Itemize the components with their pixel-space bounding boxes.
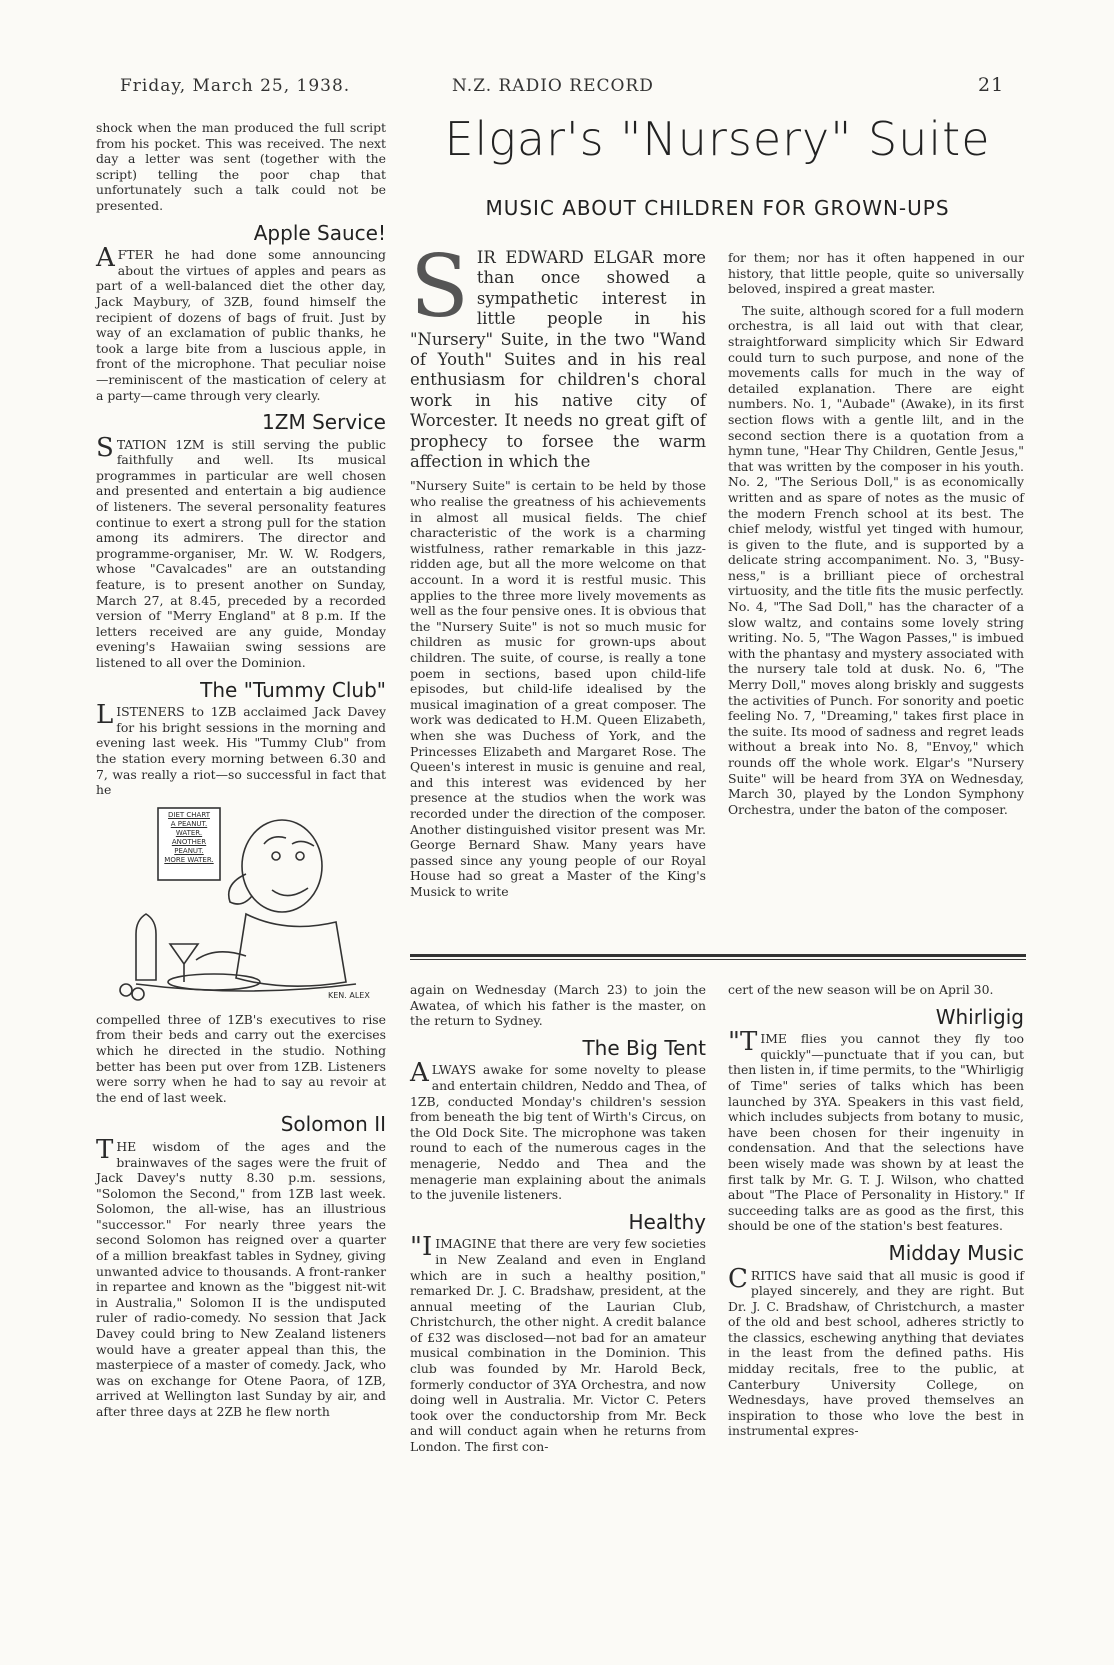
healthy-heading: Healthy [628,1209,706,1234]
right-lower-column [728,982,1024,1445]
middle-lower-column [410,982,706,1461]
feature-title: Elgar's "Nursery" Suite [444,112,991,166]
left-intro-paragraph: shock when the man produced the full script from his pocket. This was received. The next day a letter was sent (together with the script) telling the poor chap that unfortunately such a talk could not be presented. [96,120,386,213]
tummy-club-continued: compelled three of 1ZB's executives to rise from their beds and carry out the exercises which he directed in the studio. Nothing better has been put over from 1ZB. Listeners were sorry when he had to say au revoir at the end of last week. [96,1011,386,1105]
zm-drop-cap: S [96,432,114,463]
big-tent-heading: The Big Tent [582,1035,706,1060]
big-tent-text: LWAYS awake for some novelty to please and entertain children, Neddo and Thea, of 1ZB, conducted Monday's children's session from beneath the big tent of Wirth's Circus, on the Old Dock Site. The microphone was taken round to each of the numerous cages in the menagerie, Neddo and Thea and the menagerie man explaining about the animals to the juvenile listeners. [410,1062,706,1203]
solomon-drop-cap: T [96,1134,114,1165]
feature-body-2a: for them; nor has it often happened in our history, that little people, quite so universally beloved, inspired a great master. [728,250,1024,297]
apple-sauce-text: FTER he had done some announcing about the virtues of apples and pears as part of a well-balanced diet the other day, Jack Maybury, of 3ZB, found himself the recipient of dozens of bags of fruit. Just by way of an exclamation of public thanks, he took a large bite from a luscious apple, in front of the microphone. That peculiar noise—reminiscent of the mastication of celery at a party—came through very clearly. [96,247,386,403]
solomon-text: HE wisdom of the ages and the brainwaves of the sages were the fruit of Jack Davey's nutty 8.30 p.m. sessions, "Solomon the Second," from 1ZB last week. Solomon, the all-wise, has an illustrious "successor." For nearly three years the second Solomon has reigned over a quarter of a million breakfast tables in Sydney, giving unwanted advice to thousands. A front-ranker in repartee and known as the "biggest nit-wit in Australia," Solomon II is the undisputed ruler of radio-comedy. No session that Jack Davey could bring to New Zealand listeners would have a greater appeal than this, the masterpiece of a master of comedy. Jack, who was on exchange for Otene Paora, of 1ZB, arrived at Wellington last Sunday by air, and after three days at 2ZB he flew north [96,1138,386,1419]
feature-column-1 [410,237,706,906]
feature-body-2b: The suite, although scored for a full modern orchestra, is all laid out with that clear, straightforward simplicity which Sir Edward could turn to such purpose, and none of the movements calls for much in the way of detailed explanation. There are eight numbers. No. 1, "Aubade" (Awake), in its first section flows with a gentle lilt, and in the second section there is a quotation from a hymn tune, "Hear Thy Children, Gentle Jesus," that was written by the composer in his youth. No. 2, "The Serious Doll," is as economically written and as spare of notes as the music of the modern French school at its best. The chief melody, wistful yet tinged with humour, is given to the flute, and is supported by a delicate string accompaniment. No. 3, "Busy-ness," is a brilliant piece of orchestral virtuosity, and the title fits the music perfectly. No. 4, "The Sad Doll," has the character of a slow waltz, and contains some lovely string writing. No. 5, "The Wagon Passes," is imbued with the phantasy and mystery associated with the nursery tale told at dusk. No. 6, "The Merry Doll," moves along briskly and suggests the activities of Punch. For sonority and poetic feeling No. 7, "Dreaming," takes first place in the suite. Its mood of sadness and regret leads without a break into No. 8, "Envoy," which rounds off the whole work. Elgar's "Nursery Suite" will be heard from 3YA on Wednesday, March 30, played by the London Symphony Orchestra, under the baton of the composer. [728,302,1024,817]
solomon-heading: Solomon II [280,1112,386,1137]
diet-chart-line: MORE WATER. [164,855,214,864]
feature-body-1: "Nursery Suite" is certain to be held by those who realise the greatness of his achievements in almost all musical fields. The chief characteristic of the work is a charming wistfulness, rather remarkable in this jazz-ridden age, but all the more welcome on that account. In a word it is restful music. This applies to the three more lively movements as well as the four pensive ones. It is obvious that the "Nursery Suite" is not so much music for children as music for grown-ups about children. The suite, of course, is really a tone poem in sections, based upon child-life episodes, but child-life idealised by the musical imagination of a great composer. The work was dedicated to H.M. Queen Elizabeth, when she was Duchess of York, and the Princesses Elizabeth and Margaret Rose. The Queen's interest in music is genuine and real, and this interest was evidenced by her presence at the studios when the work was recorded under the direction of the composer. Another distinguished visitor present was Mr. George Bernard Shaw. Many years have passed since any young people of our Royal House had so great a Master of the King's Musick to write [410,478,706,899]
feature-divider [410,954,1026,957]
diet-chart-line: PEANUT. [174,846,204,855]
cartoon-drawing [96,804,386,1004]
midday-music-text: RITICS have said that all music is good if played sincerely, and they are right. But Dr. J. C. Bradshaw, of Christchurch, a master of the old and best school, adheres strictly to the classics, eschewing anything that deviates in the least from the defined paths. His midday recitals, free to the public, at Canterbury University College, on Wednesdays, have proved themselves an inspiration to those who love the best in instrumental expres- [728,1267,1024,1439]
apple-sauce-heading: Apple Sauce! [253,220,386,245]
page-number: 21 [978,74,1005,96]
tummy-drop-cap: L [96,700,114,731]
healthy-drop-cap: "I [410,1232,433,1263]
healthy-paragraph [410,1232,706,1455]
diet-chart-line: DIET CHART [168,810,210,819]
diet-chart-line: A PEANUT. [170,819,208,828]
right-intro-paragraph: cert of the new season will be on April 30. [728,982,994,997]
diet-chart-line: ANOTHER [171,837,207,846]
midday-music-heading: Midday Music [888,1240,1024,1265]
tummy-club-heading: The "Tummy Club" [200,677,386,702]
solomon-paragraph [96,1134,386,1420]
feature-drop-cap: S [410,237,469,337]
midday-drop-cap: C [728,1263,748,1294]
healthy-text: IMAGINE that there are very few societies in New Zealand and even in England which are in such a healthy position," remarked Dr. J. C. Bradshaw, president, at the annual meeting of the Laurian Club, Christchurch, the other night. A credit balance of £32 was disclosed—not bad for an amateur musical combination in the Dominion. This club was founded by Mr. Harold Beck, formerly conductor of 3YA Orchestra, and now doing well in Australia. Mr. Victor C. Peters took over the conductorship from Mr. Beck and will conduct again when he returns from London. The first con- [410,1236,706,1455]
whirligig-paragraph [728,1027,1024,1234]
feature-subtitle: MUSIC ABOUT CHILDREN FOR GROWN-UPS [485,196,950,220]
feature-lead-paragraph [410,237,706,472]
cartoon-signature: KEN. ALEX [328,990,370,1000]
apple-drop-cap: A [96,243,115,274]
middle-intro-paragraph: again on Wednesday (March 23) to join the Awatea, of which his father is the master, on the return to Sydney. [410,982,706,1029]
feature-lead-text: IR EDWARD ELGAR more than once showed a sympathetic interest in little people in his "Nursery" Suite, in the two "Wand of Youth" Suites and in his real enthusiasm for children's choral work in his native city of Worcester. It needs no great gift of prophecy to forsee the warm affection in which the [410,248,706,472]
1zm-service-paragraph [96,432,386,671]
tummy-club-text: ISTENERS to 1ZB acclaimed Jack Davey for his bright sessions in the morning and evening last week. His "Tummy Club" from the station every morning between 6.30 and 7, was really a riot—so successful in fact that he [96,704,386,798]
publication-name: N.Z. RADIO RECORD [452,76,654,96]
diet-chart-sign [158,811,220,865]
feature-column-2 [728,250,1024,823]
cartoon-illustration [96,804,386,1004]
tummy-club-paragraph [96,700,386,798]
diet-chart-line: WATER. [175,828,203,837]
1zm-service-text: TATION 1ZM is still serving the public faithfully and well. Its musical programmes in particular are well chosen and presented and entertain a big audience of listeners. The several personality features continue to exert a strong pull for the station among its admirers. The director and programme-organiser, Mr. W. W. Rodgers, whose "Cavalcades" are an outstanding feature, is to present another on Sunday, March 27, at 8.45, preceded by a recorded version of "Merry England" at 8 p.m. If the letters received are any guide, Monday evening's Hawaiian swing sessions are listened to all over the Dominion. [96,436,386,670]
1zm-service-heading: 1ZM Service [262,410,386,435]
left-column [96,120,386,1426]
apple-sauce-paragraph [96,243,386,403]
whirligig-text: IME flies you cannot they fly too quickly"—punctuate that if you can, but then listen in, if time permits, to the "Whirligig of Time" series of talks which has been launched by 3YA. Speakers in this vast field, which includes subjects from botany to music, have been chosen for their ingenuity in condensation. And that the selections have been wisely made was shown by at least the first talk by Mr. G. T. J. Wilson, who chatted about "The Place of Personality in History." If succeeding talks are as good as the first, this should be one of the station's best features. [728,1031,1024,1234]
bigtent-drop-cap: A [410,1058,429,1089]
issue-date: Friday, March 25, 1938. [120,76,351,96]
midday-music-paragraph [728,1263,1024,1440]
feature-divider-thin [410,959,1026,960]
whirligig-heading: Whirligig [935,1004,1024,1029]
whirligig-drop-cap: "T [728,1027,758,1058]
big-tent-paragraph [410,1058,706,1203]
